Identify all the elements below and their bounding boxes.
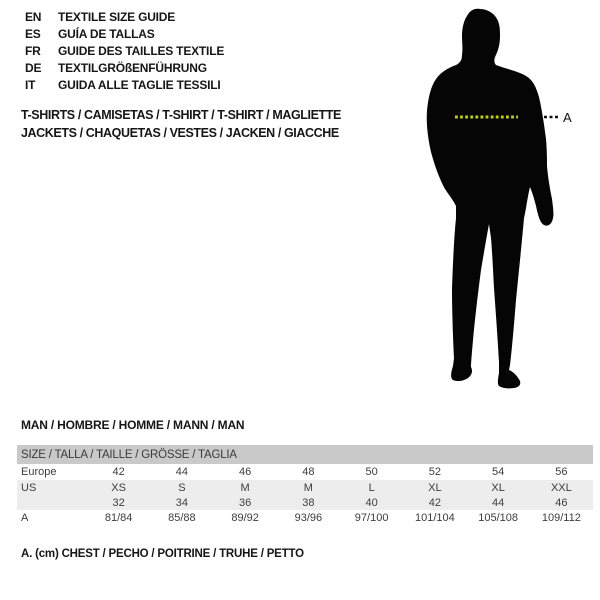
row-label: US [21, 481, 37, 494]
language-label: TEXTILGRÖßENFÜHRUNG [58, 61, 207, 75]
man-silhouette-figure [395, 0, 600, 400]
size-cell: 109/112 [541, 512, 581, 524]
size-cell: 93/96 [294, 512, 323, 524]
size-table-header: SIZE / TALLA / TAILLE / GRÖSSE / TAGLIA [17, 445, 593, 464]
size-cell: M [303, 481, 313, 494]
language-label: TEXTILE SIZE GUIDE [58, 10, 176, 24]
language-code: IT [25, 78, 36, 92]
size-cell: 89/92 [231, 512, 259, 524]
table-row-europe [17, 464, 593, 480]
size-cell: 38 [302, 496, 315, 509]
size-cell: 46 [555, 496, 568, 509]
language-code: FR [25, 44, 41, 58]
size-cell: L [368, 481, 375, 494]
language-row [25, 43, 224, 60]
language-list [25, 9, 224, 94]
size-cell: 97/100 [354, 512, 389, 524]
size-cell: 52 [428, 466, 441, 478]
size-cell: 42 [428, 496, 441, 509]
language-label: GUIDA ALLE TAGLIE TESSILI [58, 78, 221, 92]
size-cell: 42 [112, 466, 125, 478]
category-jackets: JACKETS / CHAQUETAS / VESTES / JACKEN / GIACCHE [21, 126, 339, 140]
size-cell: XL [491, 481, 505, 494]
man-silhouette [427, 9, 554, 389]
language-code: EN [25, 10, 42, 24]
size-cell: XS [111, 481, 126, 494]
measurement-a-label: A [563, 110, 572, 125]
size-cell: XL [428, 481, 442, 494]
size-cell: 105/108 [478, 512, 518, 524]
size-cell: M [240, 481, 250, 494]
garment-categories [21, 106, 341, 142]
size-cell: 101/104 [414, 512, 455, 524]
category-tshirts: T-SHIRTS / CAMISETAS / T-SHIRT / T-SHIRT / MAGLIETTE [21, 108, 341, 122]
language-code: ES [25, 27, 41, 41]
size-cell: 46 [239, 466, 252, 478]
table-row-us-numeric [17, 495, 593, 510]
row-label: Europe [21, 466, 57, 478]
language-row [25, 60, 224, 77]
row-label: A [21, 512, 29, 524]
table-row-us [17, 480, 593, 495]
size-cell: 56 [555, 466, 568, 478]
size-cell: S [178, 481, 186, 494]
language-row [25, 26, 224, 43]
size-cell: 44 [492, 496, 505, 509]
table-row-chest-cm [17, 510, 593, 526]
size-cell: 48 [302, 466, 315, 478]
language-row [25, 77, 224, 94]
size-cell: 44 [175, 466, 188, 478]
size-cell: 54 [492, 466, 505, 478]
language-row [25, 9, 224, 26]
size-cell: 36 [239, 496, 252, 509]
size-table [17, 445, 593, 526]
size-cell: 32 [112, 496, 125, 509]
measurement-footnote: A. (cm) CHEST / PECHO / POITRINE / TRUHE / PETTO [21, 548, 304, 560]
size-cell: 40 [365, 496, 378, 509]
section-title-man: MAN / HOMBRE / HOMME / MANN / MAN [21, 418, 245, 432]
language-label: GUÍA DE TALLAS [58, 27, 155, 41]
language-code: DE [25, 61, 42, 75]
language-label: GUIDE DES TAILLES TEXTILE [58, 44, 225, 58]
size-cell: 50 [365, 466, 378, 478]
size-cell: XXL [550, 481, 572, 494]
size-cell: 85/88 [168, 512, 196, 524]
size-cell: 34 [175, 496, 188, 509]
size-cell: 81/84 [104, 512, 133, 524]
